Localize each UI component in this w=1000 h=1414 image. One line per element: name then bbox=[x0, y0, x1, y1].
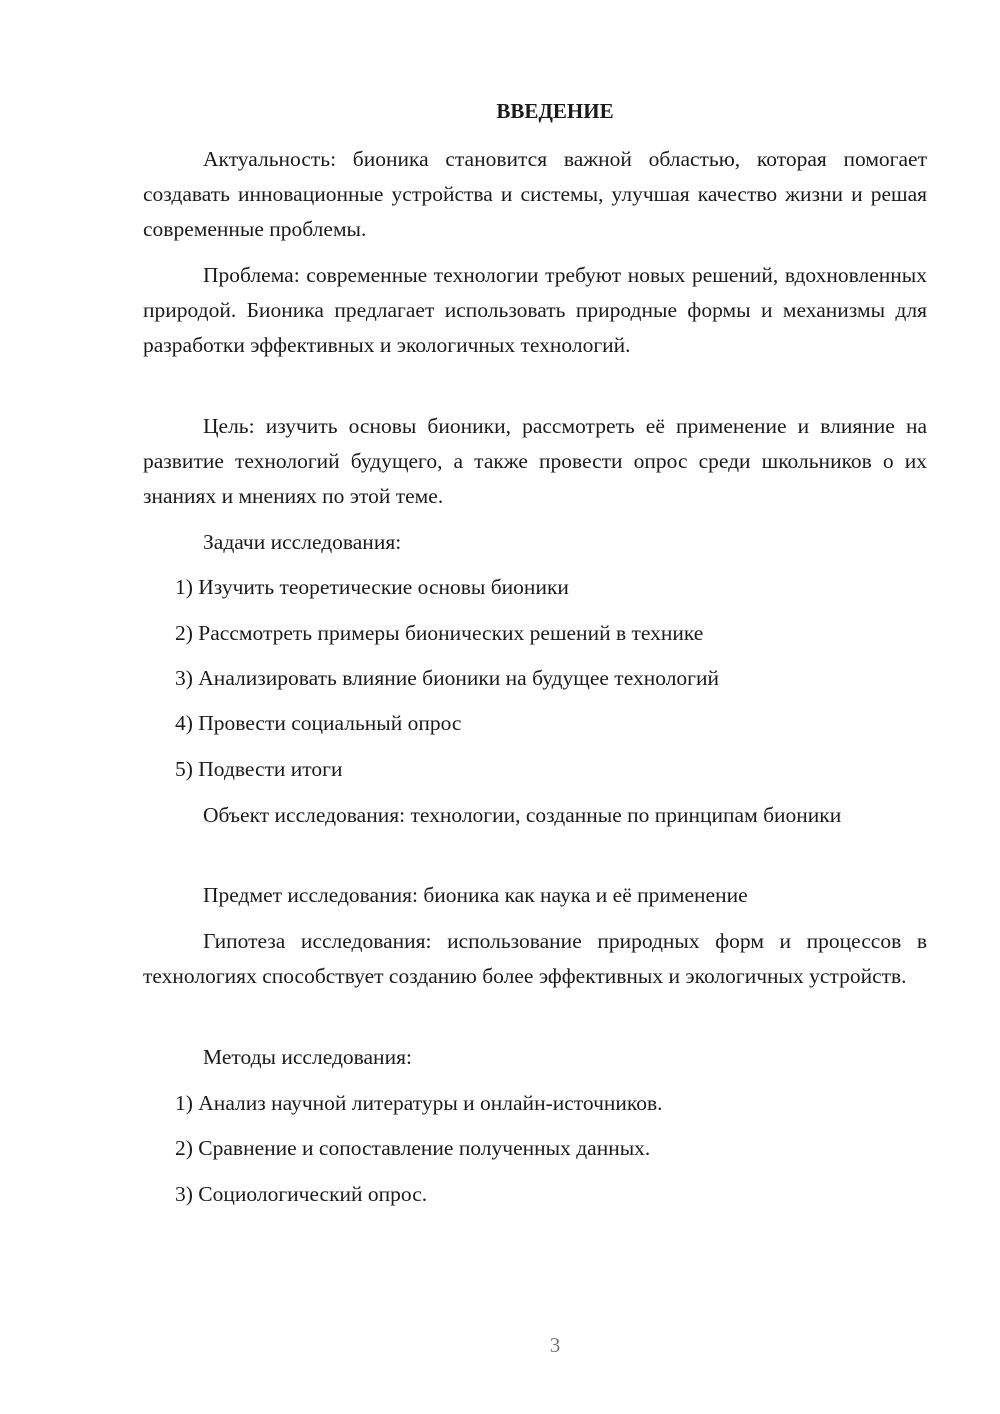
task-item-4: 4) Провести социальный опрос bbox=[175, 711, 462, 735]
methods-heading: Методы исследования: bbox=[203, 1045, 412, 1069]
task-item-5: 5) Подвести итоги bbox=[175, 757, 343, 781]
task-item-3: 3) Анализировать влияние бионики на будущее технологий bbox=[175, 666, 719, 690]
page-number: 3 bbox=[549, 1333, 561, 1357]
method-item-3: 3) Социологический опрос. bbox=[175, 1182, 428, 1206]
problem-paragraph: Проблема: современные технологии требуют новых решений, вдохновленных природой. Бионика предлагает использовать природные формы и механизмы для разработки эффективных и экологичных технологий. bbox=[143, 263, 927, 357]
hypothesis-paragraph: Гипотеза исследования: использование природных форм и процессов в технологиях способствует созданию более эффективных и экологичных устройств. bbox=[143, 929, 927, 988]
section-title: ВВЕДЕНИЕ bbox=[496, 99, 614, 123]
goal-paragraph: Цель: изучить основы бионики, рассмотреть её применение и влияние на развитие технологий будущего, а также провести опрос среди школьников о их знаниях и мнениях по этой теме. bbox=[143, 414, 927, 508]
task-item-1: 1) Изучить теоретические основы бионики bbox=[175, 575, 569, 599]
task-item-2: 2) Рассмотреть примеры бионических решений в технике bbox=[175, 621, 704, 645]
method-item-2: 2) Сравнение и сопоставление полученных данных. bbox=[175, 1136, 651, 1160]
method-item-1: 1) Анализ научной литературы и онлайн-источников. bbox=[175, 1091, 663, 1115]
object-paragraph: Объект исследования: технологии, созданные по принципам бионики bbox=[203, 803, 842, 827]
tasks-heading: Задачи исследования: bbox=[203, 530, 402, 554]
relevance-paragraph: Актуальность: бионика становится важной областью, которая помогает создавать инновационные устройства и системы, улучшая качество жизни и решая современные проблемы. bbox=[143, 147, 927, 241]
document-page bbox=[143, 0, 927, 1414]
subject-paragraph: Предмет исследования: бионика как наука и её применение bbox=[203, 883, 748, 907]
